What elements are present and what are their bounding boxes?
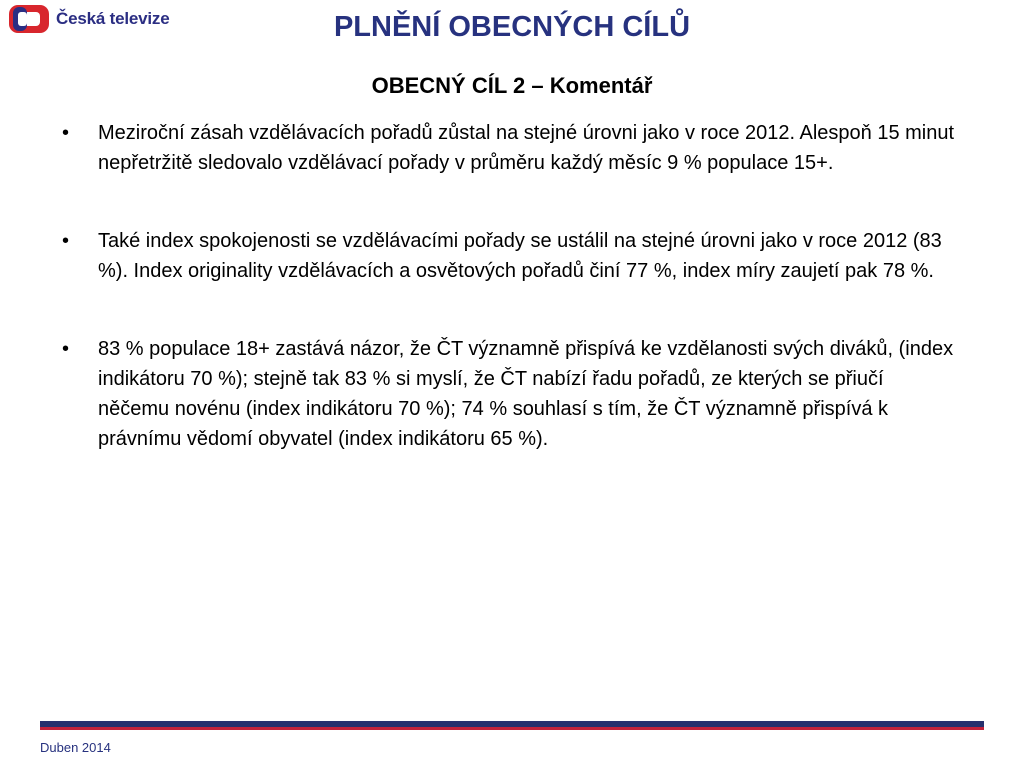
- logo-text: Česká televize: [56, 9, 170, 28]
- bullet-point-icon: •: [62, 122, 70, 144]
- footer-date: Duben 2014: [40, 740, 111, 755]
- bullet-point-icon: •: [62, 338, 70, 360]
- bullet-item: [58, 226, 958, 286]
- footer-divider: [40, 721, 984, 730]
- slide-subtitle: OBECNÝ CÍL 2 – Komentář: [371, 73, 653, 98]
- bullet-point-icon: •: [62, 230, 70, 252]
- bullet-item: [58, 334, 958, 454]
- bullet-text: Meziroční zásah vzdělávacích pořadů zůstal na stejné úrovni jako v roce 2012. Alespoň 15 minut nepřetržitě sledovalo vzdělávací pořady v průměru každý měsíc 9 % populace 15+.: [98, 122, 955, 174]
- bullet-item: [58, 118, 958, 178]
- bullet-text: Také index spokojenosti se vzdělávacími pořady se ustálil na stejné úrovni jako v roce 2012 (83 %). Index originality vzdělávacích a osvětových pořadů činí 77 %, index míry zaujetí pak 78 %.: [98, 230, 942, 282]
- slide-title: PLNĚNÍ OBECNÝCH CÍLŮ: [333, 11, 691, 43]
- bullet-list: [58, 118, 958, 502]
- bullet-text: 83 % populace 18+ zastává názor, že ČT významně přispívá ke vzdělanosti svých diváků, (index indikátoru 70 %); stejně tak 83 % si myslí, že ČT nabízí řadu pořadů, ze kterých se přiučí něčemu novénu (index indikátoru 70 %); 74 % souhlasí s tím, že ČT významně přispívá k právnímu vědomí obyvatel (index indikátoru 65 %).: [98, 338, 954, 450]
